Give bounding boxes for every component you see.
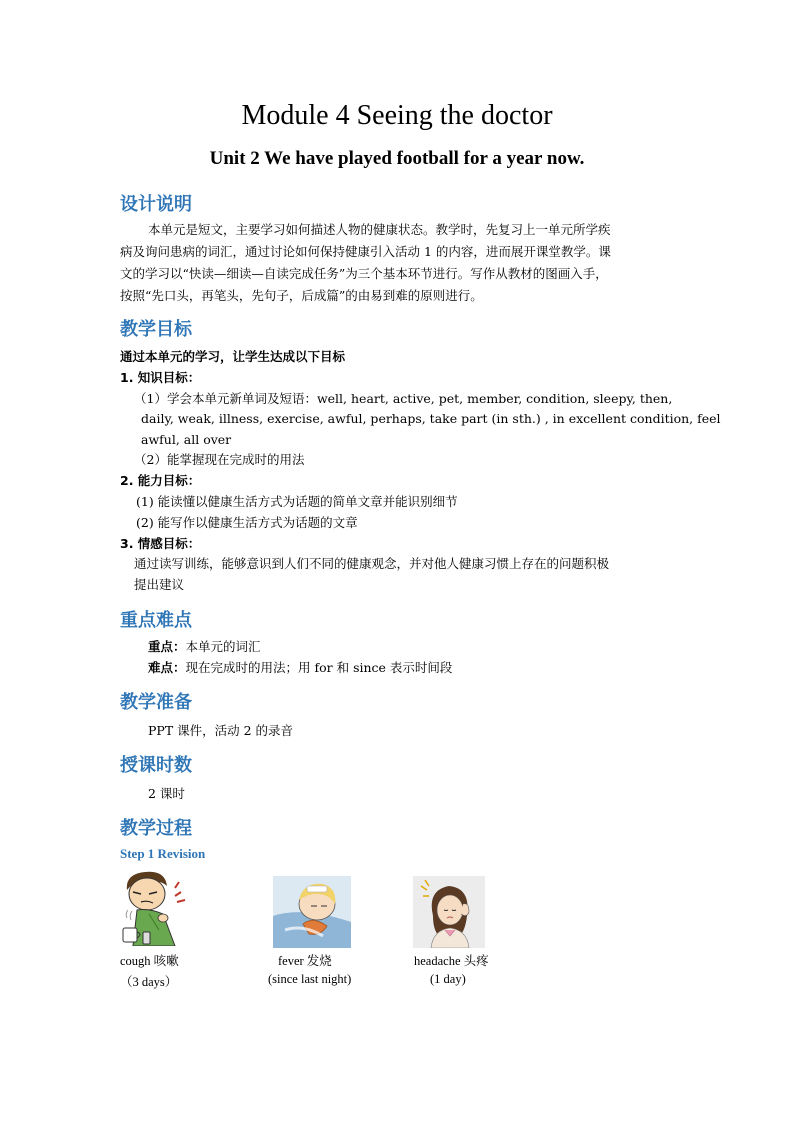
design-line: 本单元是短文，主要学习如何描述人物的健康状态。教学时，先复习上一单元所学疾 — [148, 222, 611, 237]
ability-item-2: (2) 能写作以健康生活方式为话题的文章 — [136, 515, 358, 530]
key-point-text: 本单元的词汇 — [185, 639, 261, 654]
knowledge-item-1: （1）学会本单元新单词及短语：well, heart, active, pet, member, condition, sleepy, then, — [134, 391, 673, 406]
fever-duration: (since last night) — [268, 972, 352, 986]
page-title: Module 4 Seeing the doctor — [241, 100, 553, 131]
design-heading: 设计说明 — [120, 194, 192, 215]
key-point — [148, 637, 261, 658]
design-line: 按照“先口头，再笔头，先句子，后成篇”的由易到难的原则进行。 — [120, 288, 483, 303]
headache-label: headache 头疼 — [414, 954, 489, 968]
difficult-point-text: 现在完成时的用法；用 for 和 since 表示时间段 — [185, 660, 453, 675]
step-1-heading: Step 1 Revision — [120, 846, 206, 861]
ability-label: 2. 能力目标： — [120, 473, 201, 488]
design-line: 文的学习以“快读—细读—自读完成任务”为三个基本环节进行。写作从教材的图画入手， — [120, 266, 608, 281]
goals-heading: 教学目标 — [120, 319, 192, 340]
cough-label: cough 咳嗽 — [120, 954, 179, 968]
design-line: 病及询问患病的词汇，通过讨论如何保持健康引入活动 1 的内容，进而展开课堂教学。课 — [120, 244, 611, 259]
headache-woman-icon — [413, 876, 485, 948]
coughing-boy-icon — [119, 870, 191, 946]
prep-heading: 教学准备 — [120, 692, 192, 713]
hours-heading: 授课时数 — [120, 755, 192, 776]
goals-intro: 通过本单元的学习，让学生达成以下目标 — [120, 349, 346, 364]
page-subtitle: Unit 2 We have played football for a year now. — [209, 148, 585, 169]
knowledge-item-1: awful, all over — [141, 432, 232, 447]
difficult-point — [148, 658, 452, 679]
knowledge-label: 1. 知识目标： — [120, 370, 201, 385]
ability-item-1: (1) 能读懂以健康生活方式为话题的简单文章并能识别细节 — [136, 494, 458, 509]
emotion-line: 通过读写训练，能够意识到人们不同的健康观念，并对他人健康习惯上存在的问题积极 — [134, 556, 610, 571]
key-point-label: 重点： — [148, 639, 186, 654]
emotion-label: 3. 情感目标： — [120, 536, 201, 551]
headache-duration: (1 day) — [430, 972, 466, 986]
difficult-point-label: 难点： — [148, 660, 186, 675]
hours-text: 2 课时 — [148, 786, 185, 801]
key-heading: 重点难点 — [120, 610, 192, 631]
process-heading: 教学过程 — [120, 818, 192, 839]
emotion-line: 提出建议 — [134, 577, 185, 592]
knowledge-item-1: daily, weak, illness, exercise, awful, perhaps, take part (in sth.) , in excellent condition, feel — [141, 411, 721, 426]
fever-label: fever 发烧 — [278, 954, 332, 968]
cough-duration: （3 days） — [120, 975, 178, 989]
fever-girl-icon — [273, 876, 351, 948]
prep-text: PPT 课件，活动 2 的录音 — [148, 723, 294, 738]
knowledge-item-2: （2）能掌握现在完成时的用法 — [134, 452, 305, 467]
